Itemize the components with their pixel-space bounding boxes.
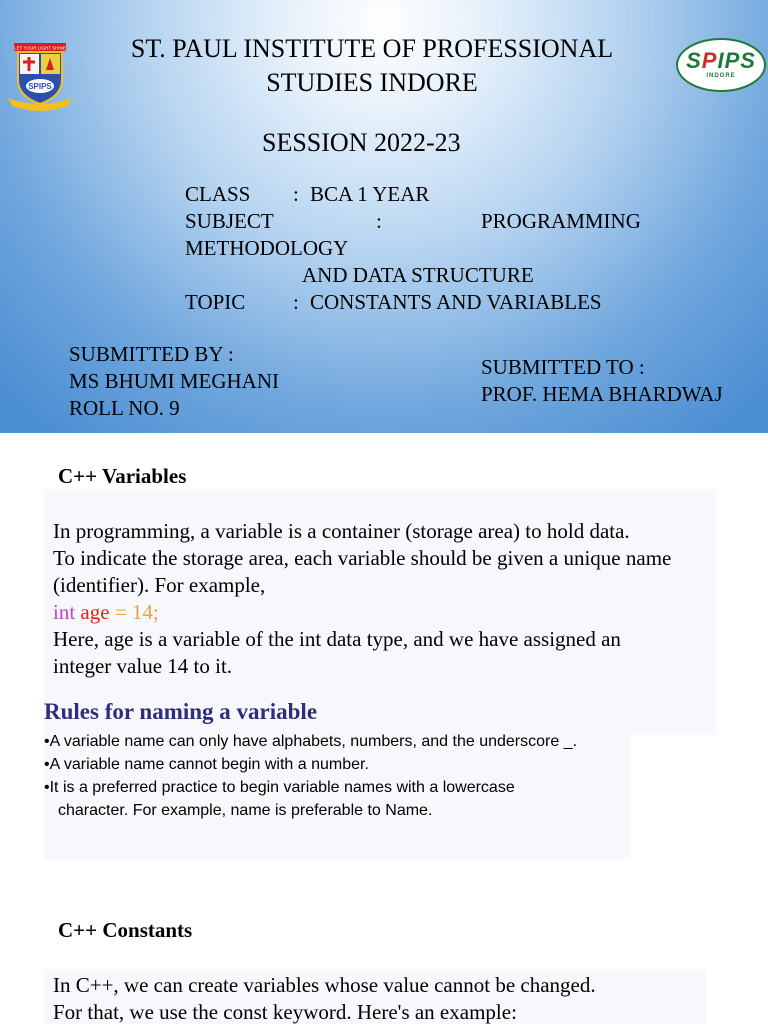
session-title: SESSION 2022-23 [262, 128, 461, 157]
submitted-by-name: MS BHUMI MEGHANI [69, 369, 280, 393]
institute-line-1: ST. PAUL INSTITUTE OF PROFESSIONAL [130, 34, 614, 63]
topic-label: TOPIC [185, 290, 246, 314]
subject-label: SUBJECT [185, 209, 274, 233]
code-value: = 14; [114, 600, 159, 624]
title-slide [0, 0, 768, 433]
logo-subtext: INDORE [706, 73, 736, 79]
rule-item-continued: character. For example, name is preferable to Name. [58, 802, 433, 819]
variables-heading: C++ Variables [58, 464, 187, 488]
para-line: Here, age is a variable of the int data type, and we have assigned an [53, 627, 621, 651]
content-slide [0, 433, 768, 1024]
institute-line-2: STUDIES INDORE [266, 68, 478, 97]
variables-paragraph [53, 518, 671, 680]
subject-separator: : [376, 209, 382, 233]
institute-name [92, 32, 652, 100]
subject-value-2: METHODOLOGY [185, 236, 349, 260]
crest-initials: SPIPS [28, 82, 52, 91]
para-line: In C++, we can create variables whose value cannot be changed. [53, 973, 596, 997]
rule-item: •It is a preferred practice to begin variable names with a lowercase [44, 779, 515, 796]
rules-heading: Rules for naming a variable [44, 699, 318, 724]
submitted-to-label: SUBMITTED TO : [481, 355, 645, 379]
class-label: CLASS [185, 182, 251, 206]
roll-number: ROLL NO. 9 [69, 396, 180, 420]
topic-separator: : [293, 290, 299, 314]
rule-item: •A variable name can only have alphabets, numbers, and the underscore _. [44, 733, 578, 750]
para-line: To indicate the storage area, each variable should be given a unique name [53, 546, 672, 570]
code-example [53, 599, 671, 626]
submitted-by-label: SUBMITTED BY : [69, 342, 234, 366]
para-line: For that, we use the const keyword. Here's an example: [53, 1000, 517, 1024]
code-identifier: age [80, 600, 110, 624]
class-separator: : [293, 182, 299, 206]
rule-item: •A variable name cannot begin with a number. [44, 756, 369, 773]
constants-paragraph [53, 972, 596, 1024]
spips-logo: SPIPS INDORE [676, 38, 766, 92]
class-value: BCA 1 YEAR [310, 182, 430, 206]
para-line: (identifier). For example, [53, 573, 266, 597]
college-crest-logo [6, 40, 74, 112]
subject-value-3: AND DATA STRUCTURE [302, 263, 534, 287]
code-keyword: int [53, 600, 76, 624]
crest-motto: LET YOUR LIGHT SHINE [14, 45, 66, 51]
constants-heading: C++ Constants [58, 918, 193, 942]
para-line: integer value 14 to it. [53, 654, 233, 678]
para-line: In programming, a variable is a container (storage area) to hold data. [53, 519, 630, 543]
topic-value: CONSTANTS AND VARIABLES [310, 290, 602, 314]
rules-list [44, 730, 577, 822]
subject-value-1: PROGRAMMING [481, 209, 641, 233]
submitted-to-name: PROF. HEMA BHARDWAJ [481, 382, 723, 406]
